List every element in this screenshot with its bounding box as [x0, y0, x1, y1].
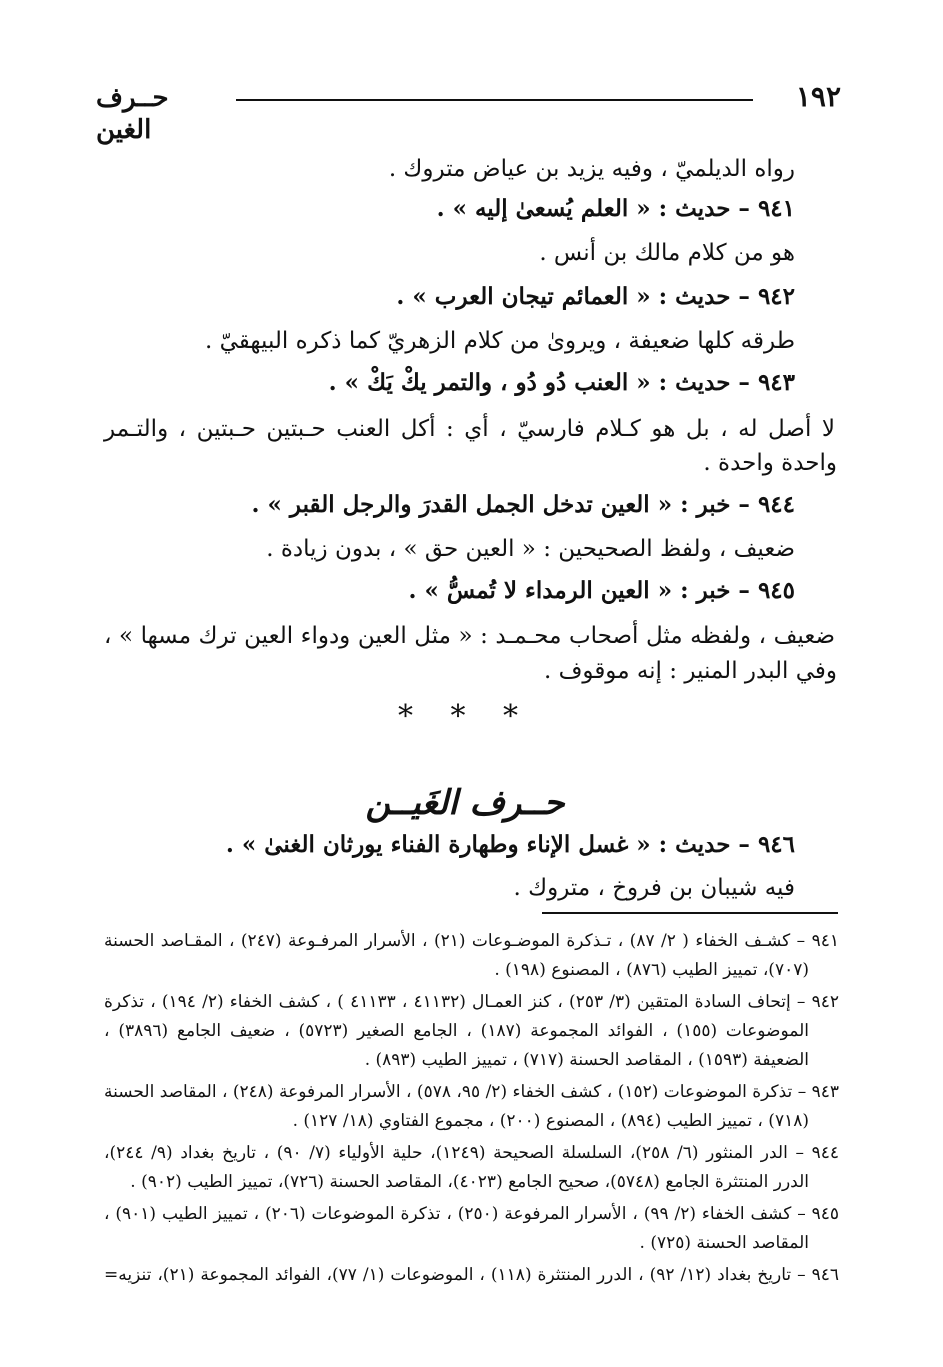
- hadith-941-line: [437, 194, 795, 224]
- running-title: حــرف الغين: [96, 83, 169, 145]
- hadith-943-line: [329, 368, 795, 398]
- body-line-justified: ضعيف ، ولفظه مثل أصحاب محـمـد : « مثل العين ودواء العين ترك مسها » ،: [104, 623, 835, 649]
- body-line: وفي البدر المنير : إنه موقوف .: [543, 658, 837, 684]
- hadith-942-text: ٩٤٢ – حديث : « العمائم تيجان العرب » .: [396, 283, 795, 310]
- page-number: ١٩٢: [795, 80, 841, 113]
- hadith-946-line: [226, 830, 795, 860]
- hadith-943-text: ٩٤٣ – حديث : « العنب دُو دُو ، والتمر يكْ يَكْ » .: [328, 369, 795, 396]
- footnote-line: ٩٤٤ – الدر المنثور (٦/ ٢٥٨)، السلسلة الصحيحة (١٢٤٩)، حلية الأولياء (٧/ ٩٠) ، تاريخ بغداد (٩/ ٢٤٤)،: [104, 1143, 839, 1163]
- footnote-line: ٩٤١ – كشـف الخفاء ( ٢/ ٨٧) ، تـذكرة الموضـوعات (٢١) ، الأسرار المرفـوعة (٢٤٧) ، المقـاصد الحسنة: [104, 931, 840, 951]
- footnote-line: ٩٤٣ – تذكرة الموضوعات (١٥٢) ، كشف الخفاء (٢/ ٩٥، ٥٧٨) ، الأسرار المرفوعة (٢٤٨) ، المقاصد الحسنة: [104, 1082, 840, 1102]
- body-line: واحدة واحدة .: [703, 450, 837, 476]
- section-separator: * * *: [397, 699, 533, 734]
- footnote-line: ٩٤٢ – إتحاف السادة المتقين (٣/ ٢٥٣) ، كنز العمـال (٤١١٣٢ ، ٤١١٣٣ ) ، كشف الخفاء (٢/ ١٩٤) ، تذكرة: [104, 992, 840, 1012]
- footnote-line: المقاصد الحسنة (٧٢٥) .: [639, 1233, 809, 1253]
- footnote-line: ٩٤٥ – كشف الخفاء (٢/ ٩٩) ، الأسرار المرفوعة (٢٥٠) ، تذكرة الموضوعات (٢٠٦) ، تمييز الطيب (٩٠١) ،: [104, 1204, 839, 1224]
- hadith-944-line: [252, 490, 795, 520]
- footnote-rule: [542, 912, 838, 914]
- hadith-945-text: ٩٤٥ – خبر : « العين الرمداء لا تُمسُّ » .: [408, 577, 795, 604]
- section-title: حــرف الغَيــن: [365, 783, 565, 823]
- body-line: رواه الديلميّ ، وفيه يزيد بن عياض متروك .: [388, 156, 795, 182]
- footnote-line: (٧١٨) ، تمييز الطيب (٨٩٤) ، المصنوع (٢٠٠) ، مجموع الفتاوي (١٨/ ١٢٧) .: [292, 1111, 809, 1131]
- hadith-941-text: ٩٤١ – حديث : « العلم يُسعىٰ إليه » .: [436, 195, 795, 222]
- footnote-line: الضعيفة (١٥٩٣) ، المقاصد الحسنة (٧١٧) ، تمييز الطيب (٨٩٣) .: [364, 1050, 809, 1070]
- body-line-justified: لا أصل له ، بل هو كـلام فارسيّ ، أي : أكل العنب حـبتين حـبتين ، والتـمر: [104, 416, 835, 442]
- header-rule: [236, 99, 753, 101]
- body-line: فيه شيبان بن فروخ ، متروك .: [513, 875, 795, 901]
- footnote-line: (٧٠٧)، تمييز الطيب (٨٧٦) ، المصنوع (١٩٨) .: [494, 960, 809, 980]
- footnote-line: ٩٤٦ – تاريخ بغداد (١٢/ ٩٢) ، الدرر المنتثرة (١١٨) ، الموضوعات (١/ ٧٧)، الفوائد المجموعة (٢١)، تنزيه=: [104, 1265, 839, 1285]
- body-line: طرقه كلها ضعيفة ، ويروىٰ من كلام الزهريّ كما ذكره البيهقيّ .: [204, 328, 795, 354]
- hadith-942-line: [396, 282, 795, 312]
- hadith-945-line: [409, 576, 796, 606]
- hadith-944-text: ٩٤٤ – خبر : « العين تدخل الجمل القدرَ والرجل القبر » .: [251, 491, 795, 518]
- body-line: هو من كلام مالك بن أنس .: [539, 240, 795, 266]
- body-line: ضعيف ، ولفظ الصحيحين : « العين حق » ، بدون زيادة .: [266, 536, 795, 562]
- footnote-line: الموضوعات (١٥٥) ، الفوائد المجموعة (١٨٧) ، الجامع الصغير (٥٧٢٣) ، ضعيف الجامع (٣٨٩٦) ،: [104, 1021, 809, 1041]
- footnote-line: الدرر المنتثرة الجامع (٥٧٤٨)، صحيح الجامع (٤٠٢٣)، المقاصد الحسنة (٧٢٦)، تمييز الطيب (٩٠٢) .: [130, 1172, 809, 1192]
- hadith-946-text: ٩٤٦ – حديث : « غسل الإناء وطهارة الفناء يورثان الغنىٰ » .: [225, 831, 795, 858]
